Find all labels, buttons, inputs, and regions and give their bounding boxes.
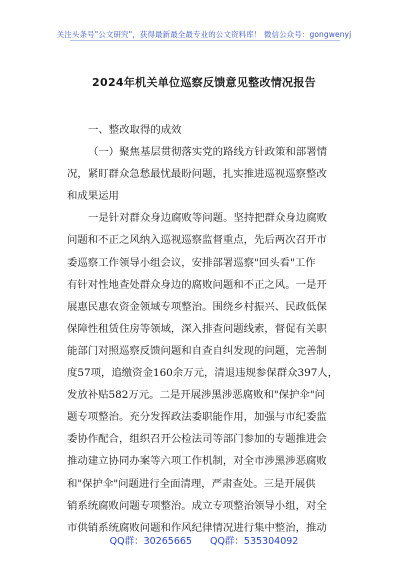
paragraph-line: 推动建立协同办案等六项工作机制，对全市涉黑涉恶腐败	[67, 455, 327, 468]
paragraph-line: 保障性租赁住房等领域，深入排查问题线索，督促有关职	[67, 322, 327, 335]
paragraph-line: 和"保护伞"问题进行全面清理，严肃查处。三是开展供	[67, 477, 316, 490]
paragraph-line: 委巡察工作领导小组会议，安排部署巡察"回头看"工作	[67, 256, 316, 269]
paragraph-line: 发放补贴582万元。二是开展涉黑涉恶腐败和"保护伞"问	[67, 389, 325, 402]
subsection-line: 况，紧盯群众急愁最忧最盼问题，扎实推进巡视巡察整改	[67, 168, 327, 181]
paragraph-line: 市供销系统腐败问题和作风纪律情况进行集中整治，推动	[67, 521, 327, 534]
section-heading: 一、整改取得的成效	[88, 124, 182, 136]
paragraph-line: 有针对性地查处群众身边的腐败问题和不正之风。一是开	[67, 278, 327, 291]
header-promo: 关注头条号"公文研究"，获得最新最全最专业的公文资料库！ 微信公众号：gongwenyj	[56, 30, 352, 39]
paragraph-line: 题专项整治。充分发挥政法委职能作用，加强与市纪委监	[67, 411, 327, 424]
footer	[0, 533, 408, 547]
paragraph-line: 度57项，追缴资金160余万元，清退违规参保群众397人，	[67, 367, 339, 380]
document-title: 2024年机关单位巡察反馈意见整改情况报告	[92, 76, 316, 89]
paragraph-line: 销系统腐败问题专项整治。成立专项整治领导小组，对全	[67, 499, 327, 512]
subsection-line: 和成果运用	[67, 190, 119, 203]
document-body	[67, 119, 349, 539]
footer-qq-group-1: QQ群：30265665	[109, 536, 192, 547]
paragraph-line: 能部门对照巡察反馈问题和自查自纠发现的问题，完善制	[67, 344, 327, 357]
paragraph-line: 展惠民惠农资金领域专项整治。围绕乡村振兴、民政低保	[67, 300, 327, 313]
subsection-line: （一）聚焦基层贯彻落实党的路线方针政策和部署情	[88, 146, 327, 159]
paragraph-line: 委协作配合，组织召开公检法司等部门参加的专题推进会	[67, 433, 327, 446]
header-divider	[70, 40, 340, 41]
paragraph-line: 问题和不正之风纳入巡视巡察监督重点，先后两次召开市	[67, 234, 327, 247]
footer-qq-group-2: QQ群：535304092	[209, 536, 299, 547]
paragraph-line: 一是针对群众身边腐败等问题。坚持把群众身边腐败	[88, 212, 327, 225]
